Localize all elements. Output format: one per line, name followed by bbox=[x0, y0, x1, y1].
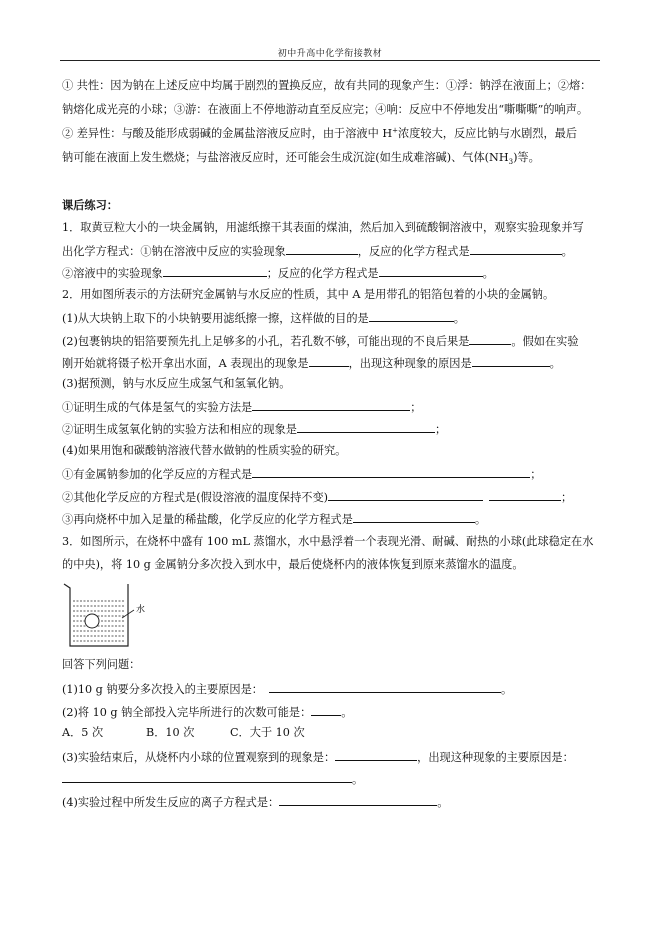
q2-text: ①证明生成的气体是氢气的实验方法是 bbox=[62, 401, 253, 414]
answer-blank[interactable] bbox=[279, 794, 437, 806]
answer-blank[interactable] bbox=[286, 243, 358, 255]
q2-line-8: (4)如果用饱和碳酸钠溶液代替水做钠的性质实验的研究。 bbox=[62, 444, 347, 457]
q2-text: 。 bbox=[453, 312, 465, 325]
q3-options bbox=[62, 726, 305, 740]
note-line-4 bbox=[62, 151, 540, 165]
q2-line-2 bbox=[62, 310, 465, 326]
q2-text: 。 bbox=[474, 513, 487, 526]
note-line-3-text-a: ② 差异性：与酸及能形成弱碱的金属盐溶液反应时，由于溶液中 H bbox=[62, 127, 393, 140]
q3-text: 。 bbox=[437, 796, 449, 809]
q2-text: ，出现这种现象的原因是 bbox=[348, 357, 472, 370]
option-b[interactable]: B．10 次 bbox=[146, 726, 195, 739]
answer-blank[interactable] bbox=[328, 489, 483, 501]
floating-ball bbox=[85, 614, 99, 628]
answer-blank[interactable] bbox=[252, 466, 530, 478]
q1-text-e: ；反应的化学方程式是 bbox=[266, 267, 379, 280]
q3-sub-4 bbox=[62, 794, 448, 810]
q1-text-c: 。 bbox=[561, 245, 573, 258]
q3-text: (1)10 g 钠要分多次投入的主要原因是： bbox=[62, 683, 263, 696]
answer-blank[interactable] bbox=[309, 355, 349, 367]
q2-text: ； bbox=[434, 423, 447, 436]
q2-text: 。假如在实验 bbox=[511, 335, 579, 348]
q2-line-11 bbox=[62, 511, 486, 527]
q1-text-f: 。 bbox=[482, 267, 494, 280]
q2-text: ②其他化学反应的方程式是(假设溶液的温度保持不变) bbox=[62, 491, 329, 504]
q3-sub-2 bbox=[62, 704, 353, 720]
section-title: 课后练习： bbox=[62, 198, 118, 212]
q2-text: 。 bbox=[549, 357, 561, 370]
q2-text: 刚开始就将镊子松开拿出水面，A 表现出的现象是 bbox=[62, 357, 309, 370]
q3-line-1: 3．如图所示，在烧杯中盛有 100 mL 蒸馏水，水中悬浮着一个表现光滑、耐碱、耐热的小球(此球稳定在水 bbox=[62, 535, 594, 548]
answer-blank[interactable] bbox=[311, 704, 341, 716]
note-line-4-text-b: )等。 bbox=[513, 151, 540, 164]
q2-line-10 bbox=[62, 489, 572, 505]
answer-blank[interactable] bbox=[297, 421, 435, 433]
note-line-1: ① 共性：因为钠在上述反应中均属于剧烈的置换反应，故有共同的现象产生：①浮：钠浮在液面上；②熔： bbox=[62, 79, 592, 92]
note-line-2: 钠熔化成光亮的小球；③游：在液面上不停地游动直至反应完；④响：反应中不停地发出“嘶嘶嘶”的响声。 bbox=[62, 103, 589, 116]
q3-text: 。 bbox=[352, 773, 364, 786]
q1-text-b: ，反应的化学方程式是 bbox=[357, 245, 470, 258]
q2-line-3 bbox=[62, 333, 579, 349]
header-rule bbox=[60, 60, 600, 61]
q2-line-1: 2．用如图所表示的方法研究金属钠与水反应的性质，其中 A 是用带孔的铝箔包着的小块的金属钠。 bbox=[62, 288, 555, 301]
q1-line-2 bbox=[62, 243, 573, 259]
q3-text: 。 bbox=[500, 683, 513, 696]
q3-sub-3 bbox=[62, 749, 574, 765]
q3-sub-1 bbox=[62, 681, 512, 697]
answer-blank[interactable] bbox=[269, 681, 501, 693]
answer-blank[interactable] bbox=[470, 243, 562, 255]
note-line-3-text-b: 浓度较大，反应比钠与水剧烈，最后 bbox=[398, 127, 578, 140]
answer-blank[interactable] bbox=[369, 310, 454, 322]
q1-text-d: ②溶液中的实验现象 bbox=[62, 267, 163, 280]
q2-text: ②证明生成氢氧化钠的实验方法和相应的现象是 bbox=[62, 423, 297, 436]
q1-line-1: 1．取黄豆粒大小的一块金属钠，用滤纸擦干其表面的煤油，然后加入到硫酸铜溶液中，观察实验现象并写 bbox=[62, 221, 584, 234]
water-label: 水 bbox=[136, 605, 146, 615]
q2-line-6 bbox=[62, 399, 421, 415]
q3-text: (2)将 10 g 钠全部投入完毕所进行的次数可能是： bbox=[62, 706, 312, 719]
option-a[interactable]: A．5 次 bbox=[62, 726, 104, 739]
note-line-3 bbox=[62, 127, 577, 141]
note-line-3-sup: + bbox=[392, 126, 398, 135]
q2-text: (2)包裹钠块的铝箔要预先扎上足够多的小孔，若孔数不够，可能出现的不良后果是 bbox=[62, 335, 470, 348]
q2-text: ①有金属钠参加的化学反应的方程式是 bbox=[62, 468, 253, 481]
answer-blank[interactable] bbox=[489, 489, 561, 501]
page-header: 初中升高中化学衔接教材 bbox=[277, 49, 383, 59]
q3-text: ，出现这种现象的主要原因是： bbox=[417, 751, 574, 764]
q2-line-5: (3)据预测，钠与水反应生成氢气和氢氧化钠。 bbox=[62, 377, 291, 390]
q3-prompt: 回答下列问题： bbox=[62, 658, 141, 671]
answer-blank[interactable] bbox=[163, 265, 267, 277]
q2-line-9 bbox=[62, 466, 541, 482]
q3-text: (4)实验过程中所发生反应的离子方程式是： bbox=[62, 796, 280, 809]
q2-text: ； bbox=[530, 468, 542, 481]
answer-blank[interactable] bbox=[469, 333, 511, 345]
answer-blank[interactable] bbox=[353, 511, 475, 523]
answer-blank[interactable] bbox=[252, 399, 410, 411]
option-c[interactable]: C．大于 10 次 bbox=[230, 726, 305, 739]
answer-blank[interactable] bbox=[472, 355, 550, 367]
q3-sub-3-cont bbox=[62, 771, 363, 787]
q2-text: ③再向烧杯中加入足量的稀盐酸，化学反应的化学方程式是 bbox=[62, 513, 353, 526]
q1-line-3 bbox=[62, 265, 494, 281]
answer-blank[interactable] bbox=[335, 749, 417, 761]
answer-blank[interactable] bbox=[62, 771, 352, 783]
q3-text: 。 bbox=[341, 706, 353, 719]
q3-text: (3)实验结束后，从烧杯内小球的位置观察到的现象是： bbox=[62, 751, 336, 764]
q2-text: ； bbox=[561, 491, 573, 504]
note-line-4-sub: 3 bbox=[508, 158, 514, 167]
note-line-4-text-a: 钠可能在液面上发生燃烧；与盐溶液反应时，还可能会生成沉淀(如生成难溶碱)、气体(NH bbox=[62, 151, 509, 164]
q2-text: (1)从大块钠上取下的小块钠要用滤纸擦一擦，这样做的目的是 bbox=[62, 312, 369, 325]
q2-text: ； bbox=[410, 401, 422, 414]
answer-blank[interactable] bbox=[379, 265, 483, 277]
q2-line-7 bbox=[62, 421, 446, 437]
beaker-figure bbox=[62, 582, 172, 648]
q3-line-2: 的中央)，将 10 g 金属钠分多次投入到水中，最后使烧杯内的液体恢复到原来蒸馏水的温度。 bbox=[62, 558, 524, 571]
q1-text-a: 出化学方程式：①钠在溶液中反应的实验现象 bbox=[62, 245, 286, 258]
q2-line-4 bbox=[62, 355, 561, 371]
